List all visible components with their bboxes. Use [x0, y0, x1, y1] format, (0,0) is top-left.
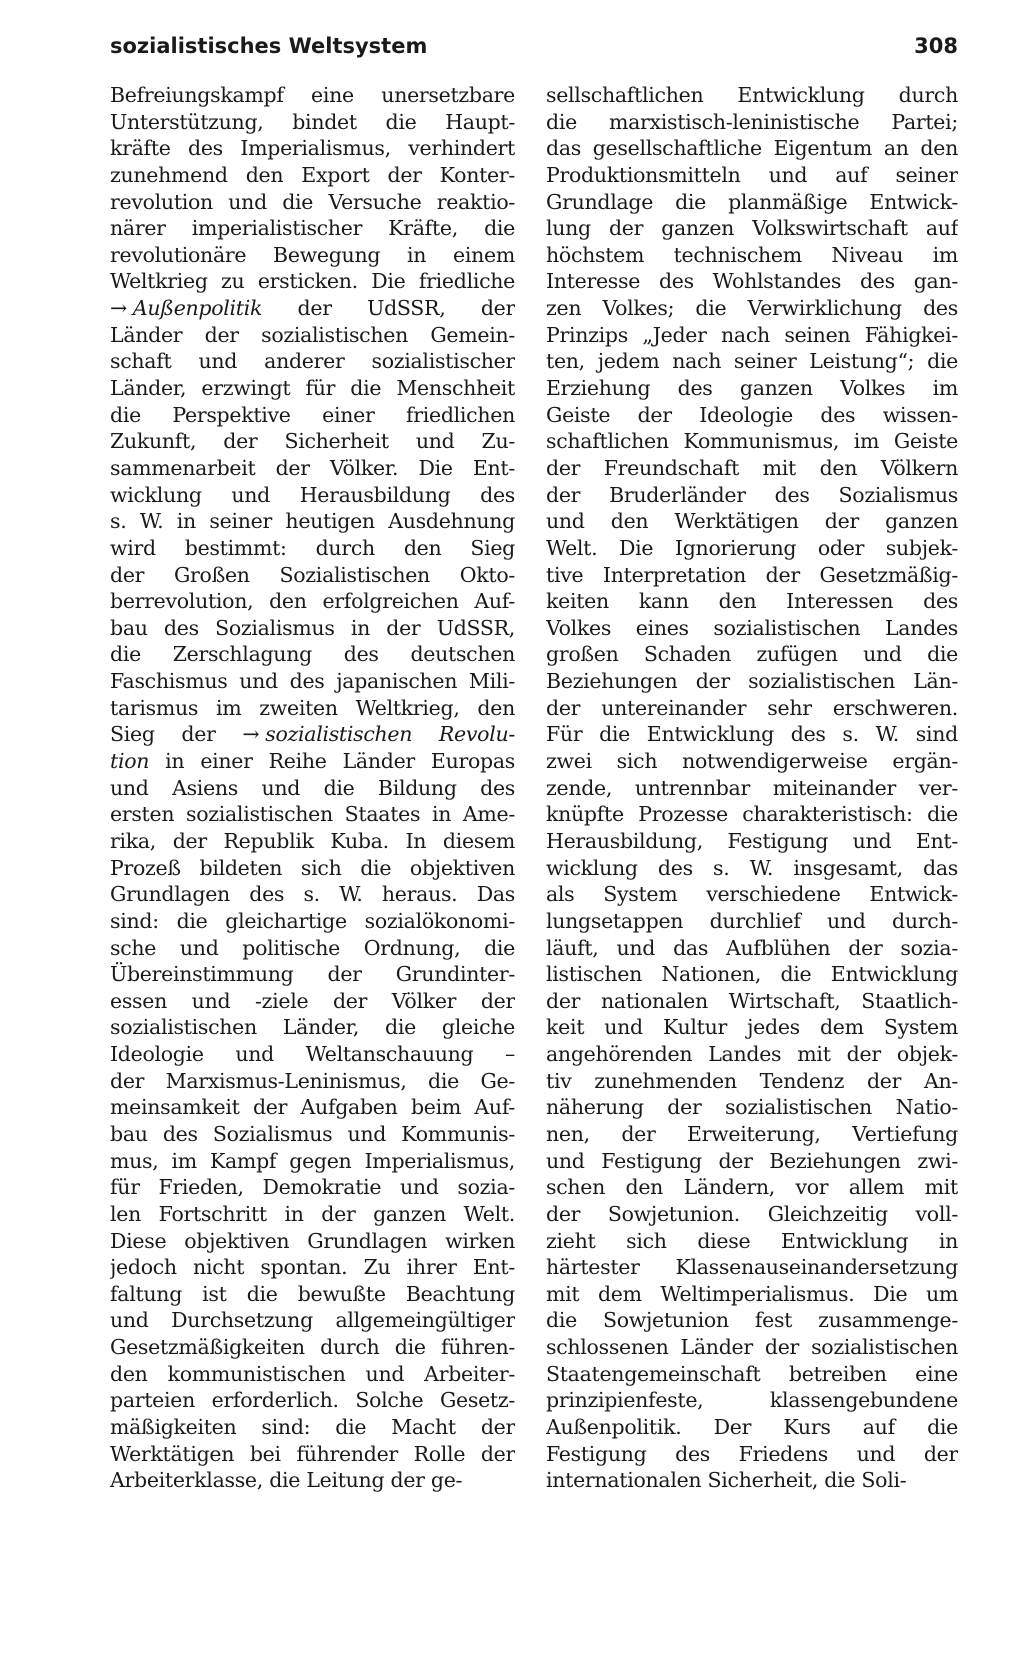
text-line: len Fortschritt in der ganzen Welt. [110, 1201, 515, 1226]
text-line: Übereinstimmung der Grundinter- [110, 962, 515, 987]
text-line: Herausbildung, Festigung und Ent- [546, 828, 958, 853]
text-line: sche und politische Ordnung, die [110, 935, 515, 960]
text-line: mäßigkeiten sind: die Macht der [110, 1415, 515, 1440]
text-line: sind: die gleichartige sozialökonomi- [110, 908, 515, 933]
text-line: Beziehungen der sozialistischen Län- [546, 669, 958, 694]
text-line: tarismus im zweiten Weltkrieg, den [110, 695, 515, 720]
text-line: härtester Klassenauseinandersetzung [546, 1255, 958, 1280]
text-line: höchstem technischem Niveau im [546, 242, 958, 267]
text-line: und Asiens und die Bildung des [110, 775, 515, 800]
text-line: läuft, und das Aufblühen der sozia- [546, 935, 958, 960]
text-line: für Frieden, Demokratie und sozia- [110, 1175, 515, 1200]
text-line: die marxistisch-leninistische Partei; [546, 109, 958, 134]
text-line: essen und -ziele der Völker der [110, 988, 515, 1013]
text-line: die Zerschlagung des deutschen [110, 642, 515, 667]
text-line: sozialistischen Länder, die gleiche [110, 1015, 515, 1040]
text-line: die Sowjetunion fest zusammenge- [546, 1308, 958, 1333]
text-line: nen, der Erweiterung, Vertiefung [546, 1121, 958, 1146]
text-line: zunehmend den Export der Konter- [110, 162, 515, 187]
text-line: keiten kann den Interessen des [546, 589, 958, 614]
text-line: rika, der Republik Kuba. In diesem [110, 828, 515, 853]
text-line: Faschismus und des japanischen Mili- [110, 669, 515, 694]
text-line: Grundlage die planmäßige Entwick- [546, 189, 958, 214]
page-number: 308 [914, 34, 958, 58]
text-line: Erziehung des ganzen Volkes im [546, 376, 958, 401]
text-line: den kommunistischen und Arbeiter- [110, 1361, 515, 1386]
cross-reference-term: Außenpolitik [132, 296, 263, 321]
text-line: sammenarbeit der Völker. Die Ent- [110, 455, 515, 480]
text-line: der Großen Sozialistischen Okto- [110, 562, 515, 587]
text-line: näherung der sozialistischen Natio- [546, 1095, 958, 1120]
text-line: Prozeß bildeten sich die objektiven [110, 855, 515, 880]
text-line: der Marxismus-Leninismus, die Ge- [110, 1068, 515, 1093]
text-line: Werktätigen bei führender Rolle der [110, 1441, 515, 1466]
text-line: Zukunft, der Sicherheit und Zu- [110, 429, 515, 454]
text-line: der Bruderländer des Sozialismus [546, 482, 958, 507]
text-line: revolution und die Versuche reaktio- [110, 189, 515, 214]
text-line: und Festigung der Beziehungen zwi- [546, 1148, 958, 1173]
text-line: schaft und anderer sozialistischer [110, 349, 515, 374]
text-line: Ideologie und Weltanschauung – [110, 1042, 515, 1067]
text-line: lungsetappen durchlief und durch- [546, 908, 958, 933]
left-text-column [110, 82, 515, 1494]
text-line: Volkes eines sozialistischen Landes [546, 615, 958, 640]
text-line: zieht sich diese Entwicklung in [546, 1228, 958, 1253]
text-line: schen den Ländern, vor allem mit [546, 1175, 958, 1200]
text-line: angehörenden Landes mit der objek- [546, 1042, 958, 1067]
line-text: in einer Reihe Länder Europas [149, 749, 515, 774]
running-head: sozialistisches Weltsystem [110, 34, 428, 58]
text-line: lung der ganzen Volkswirtschaft auf [546, 216, 958, 241]
text-line: und Durchsetzung allgemeingültiger [110, 1308, 515, 1333]
page-header [110, 30, 958, 70]
text-line: närer imperialistischer Kräfte, die [110, 216, 515, 241]
cross-reference-arrow-icon: → [242, 722, 260, 747]
text-line: kräfte des Imperialismus, verhindert [110, 136, 515, 161]
text-line: der Freundschaft mit den Völkern [546, 455, 958, 480]
text-line: wicklung des s. W. insgesamt, das [546, 855, 958, 880]
text-line: faltung ist die bewußte Beachtung [110, 1281, 515, 1306]
text-line: Unterstützung, bindet die Haupt- [110, 109, 515, 134]
line-text: der UdSSR, der [262, 296, 515, 321]
cross-reference-term: tion [110, 749, 150, 774]
text-line: Länder der sozialistischen Gemein- [110, 322, 515, 347]
text-line: parteien erforderlich. Solche Gesetz- [110, 1388, 515, 1413]
text-line: ten, jedem nach seiner Leistung“; die [546, 349, 958, 374]
text-line [110, 748, 515, 775]
text-line: internationalen Sicherheit, die Soli- [546, 1468, 907, 1493]
text-line: berrevolution, den erfolgreichen Auf- [110, 589, 515, 614]
text-line [110, 295, 515, 322]
text-line: sellschaftlichen Entwicklung durch [546, 83, 958, 107]
text-line: der nationalen Wirtschaft, Staatlich- [546, 988, 958, 1013]
text-line: großen Schaden zufügen und die [546, 642, 958, 667]
text-line: keit und Kultur jedes dem System [546, 1015, 958, 1040]
text-line: Staatengemeinschaft betreiben eine [546, 1361, 958, 1386]
text-line: wicklung und Herausbildung des [110, 482, 515, 507]
text-line: Länder, erzwingt für die Menschheit [110, 376, 515, 401]
text-line: s. W. in seiner heutigen Ausdehnung [110, 509, 515, 534]
text-line: Diese objektiven Grundlagen wirken [110, 1228, 515, 1253]
text-line: bau des Sozialismus in der UdSSR, [110, 615, 515, 640]
text-line: die Perspektive einer friedlichen [110, 402, 515, 427]
text-line: Für die Entwicklung des s. W. sind [546, 722, 958, 747]
text-line: zwei sich notwendigerweise ergän- [546, 749, 958, 774]
cross-reference-term: sozialistischen Revolu- [265, 722, 515, 747]
text-line: schaftlichen Kommunismus, im Geiste [546, 429, 958, 454]
text-line: Interesse des Wohlstandes des gan- [546, 269, 958, 294]
text-line: der untereinander sehr erschweren. [546, 695, 958, 720]
text-line: knüpfte Prozesse charakteristisch: die [546, 802, 958, 827]
text-line: schlossenen Länder der sozialistischen [546, 1335, 958, 1360]
text-line: Grundlagen des s. W. heraus. Das [110, 882, 515, 907]
text-line: als System verschiedene Entwick- [546, 882, 958, 907]
text-line: mit dem Weltimperialismus. Die um [546, 1281, 958, 1306]
text-line: Außenpolitik. Der Kurs auf die [546, 1415, 958, 1440]
text-line: Gesetzmäßigkeiten durch die führen- [110, 1335, 515, 1360]
text-line: tiv zunehmenden Tendenz der An- [546, 1068, 958, 1093]
text-line: Arbeiterklasse, die Leitung der ge- [110, 1468, 463, 1493]
text-line: listischen Nationen, die Entwicklung [546, 962, 958, 987]
text-line: ersten sozialistischen Staates in Ame- [110, 802, 515, 827]
cross-reference-arrow-icon: → [110, 296, 127, 321]
text-line: Geiste der Ideologie des wissen- [546, 402, 958, 427]
text-line: das gesellschaftliche Eigentum an den [546, 136, 958, 161]
text-line: Festigung des Friedens und der [546, 1441, 958, 1466]
text-line: Welt. Die Ignorierung oder subjek- [546, 535, 958, 560]
text-line: der Sowjetunion. Gleichzeitig voll- [546, 1201, 958, 1226]
text-line: jedoch nicht spontan. Zu ihrer Ent- [110, 1255, 515, 1280]
text-line [110, 721, 515, 748]
line-text: Sieg der [110, 722, 243, 747]
text-line: bau des Sozialismus und Kommunis- [110, 1121, 515, 1146]
text-line: revolutionäre Bewegung in einem [110, 242, 515, 267]
text-line: zen Volkes; die Verwirklichung des [546, 296, 958, 321]
right-text-column [546, 82, 958, 1494]
text-line: zende, untrennbar miteinander ver- [546, 775, 958, 800]
text-line: Produktionsmitteln und auf seiner [546, 162, 958, 187]
text-line: meinsamkeit der Aufgaben beim Auf- [110, 1095, 515, 1120]
text-line: und den Werktätigen der ganzen [546, 509, 958, 534]
text-line: prinzipienfeste, klassengebundene [546, 1388, 958, 1413]
text-line: mus, im Kampf gegen Imperialismus, [110, 1148, 515, 1173]
text-line: wird bestimmt: durch den Sieg [110, 535, 515, 560]
text-line: Prinzips „Jeder nach seinen Fähigkei- [546, 322, 958, 347]
text-line: Befreiungskampf eine unersetzbare [110, 83, 515, 107]
text-line: tive Interpretation der Gesetzmäßig- [546, 562, 958, 587]
text-line: Weltkrieg zu ersticken. Die friedliche [110, 269, 515, 294]
